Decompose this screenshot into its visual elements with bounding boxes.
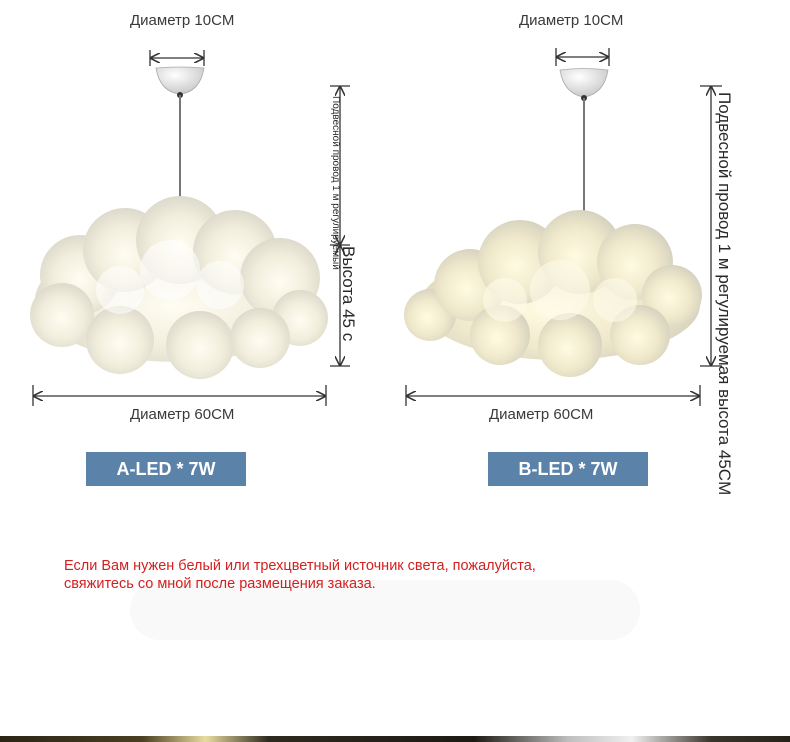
note-line-1: Если Вам нужен белый или трехцветный источник света, пожалуйста, xyxy=(64,558,536,574)
right-top-dimension-line xyxy=(556,48,609,66)
left-wire-length-label: Подвесной провод 1 м регулируемый xyxy=(330,96,341,270)
left-top-diameter-label: Диаметр 10CM xyxy=(130,12,235,29)
note-line-2: свяжитесь со мной после размещения заказа. xyxy=(64,576,376,592)
right-bottom-diameter-label: Диаметр 60CM xyxy=(489,406,594,423)
left-top-dimension-line xyxy=(150,50,204,66)
right-variant-badge: B-LED * 7W xyxy=(488,452,648,486)
right-lamp xyxy=(404,48,722,406)
left-lamp xyxy=(30,50,350,406)
right-bottom-dimension-line xyxy=(406,385,700,406)
left-bottom-diameter-label: Диаметр 60CM xyxy=(130,406,235,423)
right-top-diameter-label: Диаметр 10CM xyxy=(519,12,624,29)
right-wire-height-label: Подвесной провод 1 м регулируемая высота 45CM xyxy=(715,92,734,496)
light-source-note xyxy=(64,557,724,593)
right-canopy xyxy=(560,69,608,98)
left-variant-badge: A-LED * 7W xyxy=(86,452,246,486)
bottom-photo-strip xyxy=(0,736,790,742)
left-height-label: Высота 45 с xyxy=(339,246,358,342)
left-bottom-dimension-line xyxy=(33,385,326,406)
left-canopy xyxy=(156,67,204,94)
